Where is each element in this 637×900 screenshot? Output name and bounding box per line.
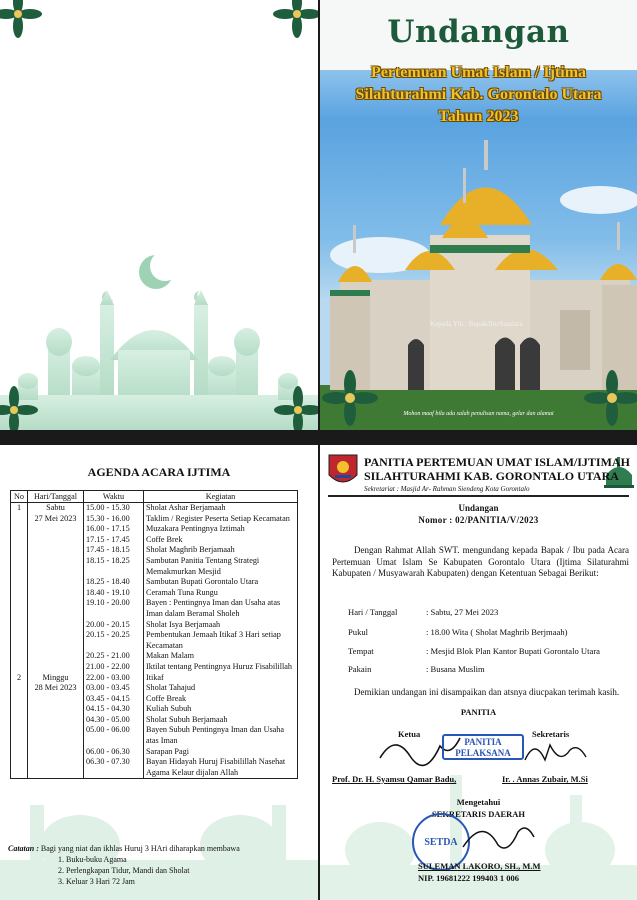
agenda-body — [11, 503, 298, 779]
row-day — [28, 545, 84, 556]
agenda-row — [11, 588, 298, 599]
org-line-2: SILAHTURAHMI KAB. GORONTALO UTARA — [364, 469, 619, 483]
row-number: 1 — [11, 503, 28, 514]
detail-label: Tempat — [348, 646, 374, 656]
note-item: 2. Perlengkapan Tidur, Mandi dan Sholat — [58, 866, 190, 875]
letter-opening: Dengan Rahmat Allah SWT. mengundang kepada Bapak / Ibu pada Acara Pertemuan Umat Islam Se Kabupaten Gorontalo Utara (Ijtima Silaturahmi Kabupaten / Musyawarah Kabupaten) dengan Ketentuan Sebagai Berikut: — [332, 545, 629, 578]
agenda-row — [11, 535, 298, 546]
agenda-table — [10, 490, 298, 779]
column-header: Hari/Tanggal — [28, 491, 84, 503]
row-number — [11, 598, 28, 619]
sekretaris-signature — [520, 735, 590, 771]
row-day — [28, 747, 84, 758]
row-activity: Sholat Ashar Berjamaah — [144, 503, 298, 514]
sekda-title: SEKRETARIS DAERAH — [431, 809, 526, 819]
row-number — [11, 704, 28, 715]
row-activity: Bayen : Pentingnya Iman dan Usaha atas Iman dalam Beramal Sholeh — [144, 598, 298, 619]
row-number — [11, 651, 28, 662]
row-number — [11, 588, 28, 599]
row-number — [11, 514, 28, 525]
row-activity: Taklim / Register Peserta Setiap Kecamatan — [144, 514, 298, 525]
agenda-row — [11, 757, 298, 779]
letter-number: Nomor : 02/PANITIA/V/2023 — [418, 515, 539, 525]
row-day — [28, 630, 84, 651]
row-time: 20.15 - 20.25 — [84, 630, 144, 651]
agenda-row — [11, 683, 298, 694]
row-activity: Bayen Subuh Pentingnya Iman dan Usaha atas Iman — [144, 725, 298, 746]
stamp-text: PANITIA — [464, 737, 502, 747]
row-activity: Coffe Break — [144, 694, 298, 705]
row-activity: Sambutan Panitia Tentang Strategi Memakmurkan Mesjid — [144, 556, 298, 577]
row-activity: Pembentukan Jemaah Itikaf 3 Hari setiap Kecamatan — [144, 630, 298, 651]
row-time: 05.00 - 06.00 — [84, 725, 144, 746]
row-number — [11, 545, 28, 556]
ketua-name: Prof. Dr. H. Syamsu Qamar Badu, — [332, 774, 457, 784]
row-number — [11, 683, 28, 694]
agenda-row — [11, 598, 298, 619]
mengetahui-label: Mengetahui — [456, 797, 501, 807]
agenda-row — [11, 725, 298, 746]
agenda-row — [11, 545, 298, 556]
agenda-note — [8, 843, 240, 887]
row-day — [28, 556, 84, 577]
recipient-caption: Kepada Yth : Bapak/Ibu/Saudara — [430, 320, 523, 328]
row-number — [11, 725, 28, 746]
row-activity: Muzakara Pentingnya Iztimah — [144, 524, 298, 535]
committee-label: PANITIA — [460, 707, 497, 717]
row-number — [11, 662, 28, 673]
agenda-row — [11, 704, 298, 715]
row-time: 15.30 - 16.00 — [84, 514, 144, 525]
row-day — [28, 757, 84, 779]
row-time: 18.25 - 18.40 — [84, 577, 144, 588]
cover-subtitle-2: Silahturahmi Kab. Gorontalo Utara — [355, 86, 602, 103]
note-item: 1. Buku-buku Agama — [58, 855, 127, 864]
row-time: 20.25 - 21.00 — [84, 651, 144, 662]
cover-subtitle-3: Tahun 2023 — [438, 108, 519, 125]
note-label: Catatan : — [8, 844, 39, 853]
row-number — [11, 535, 28, 546]
row-number — [11, 556, 28, 577]
cover-title: Undangan — [387, 14, 570, 50]
agenda-row — [11, 514, 298, 525]
agenda-page — [0, 445, 318, 900]
row-time: 15.00 - 15.30 — [84, 503, 144, 514]
sekda-nip: NIP. 19681222 199403 1 006 — [418, 873, 519, 883]
row-day: 28 Mei 2023 — [28, 683, 84, 694]
ketua-label: Ketua — [398, 729, 421, 739]
row-activity: Ceramah Tuna Rungu — [144, 588, 298, 599]
agenda-row — [11, 577, 298, 588]
row-day — [28, 535, 84, 546]
row-time: 17.15 - 17.45 — [84, 535, 144, 546]
letterhead-org — [364, 455, 630, 483]
row-day — [28, 715, 84, 726]
row-activity: Itikaf — [144, 673, 298, 684]
row-activity: Sholat Maghrib Berjamaah — [144, 545, 298, 556]
row-number — [11, 715, 28, 726]
row-number: 2 — [11, 673, 28, 684]
agenda-row — [11, 662, 298, 673]
row-day — [28, 588, 84, 599]
row-day — [28, 598, 84, 619]
letter-heading: Undangan — [458, 503, 499, 513]
sekda-signature — [458, 817, 538, 857]
row-time: 06.30 - 07.30 — [84, 757, 144, 779]
row-time: 03.00 - 03.45 — [84, 683, 144, 694]
regency-logo-icon — [327, 453, 359, 489]
agenda-row — [11, 524, 298, 535]
row-number — [11, 524, 28, 535]
agenda-row — [11, 503, 298, 514]
row-time: 20.00 - 20.15 — [84, 620, 144, 631]
detail-value: : Mesjid Blok Plan Kantor Bupati Gorontalo Utara — [426, 646, 600, 656]
row-activity: Sholat Tahajud — [144, 683, 298, 694]
detail-value: : Busana Muslim — [426, 664, 485, 674]
sekda-name: SULEMAN LAKORO, SH., M.M — [418, 861, 541, 871]
agenda-row — [11, 651, 298, 662]
row-day: Minggu — [28, 673, 84, 684]
org-line-1: PANITIA PERTEMUAN UMAT ISLAM/IJTIMAH — [364, 455, 630, 469]
invitation-letter — [320, 445, 637, 900]
row-day — [28, 725, 84, 746]
row-day: Sabtu — [28, 503, 84, 514]
sekretaris-label: Sekretaris — [532, 729, 570, 739]
row-activity: Makan Malam — [144, 651, 298, 662]
row-activity: Sambutan Bupati Gorontalo Utara — [144, 577, 298, 588]
row-day — [28, 662, 84, 673]
row-day — [28, 694, 84, 705]
column-header: Waktu — [84, 491, 144, 503]
agenda-header-row — [11, 491, 298, 503]
row-number — [11, 694, 28, 705]
note-text: Bagi yang niat dan ikhlas Huruj 3 HAri diharapkan membawa — [40, 844, 240, 853]
row-time: 18.40 - 19.10 — [84, 588, 144, 599]
detail-value: : Sabtu, 27 Mei 2023 — [426, 607, 499, 617]
secretariat-address: Sekretariat : Masjid Ar- Rahman Siendeng Kota Gorontalo — [364, 485, 530, 493]
row-time: 19.10 - 20.00 — [84, 598, 144, 619]
row-activity: Sholat Isya Berjamaah — [144, 620, 298, 631]
committee-stamp — [442, 734, 524, 760]
row-time: 21.00 - 22.00 — [84, 662, 144, 673]
detail-value: : 18.00 Wita ( Sholat Maghrib Berjmaah) — [426, 627, 568, 637]
official-seal: SETDA — [412, 813, 470, 871]
row-day — [28, 651, 84, 662]
row-time: 17.45 - 18.15 — [84, 545, 144, 556]
agenda-row — [11, 694, 298, 705]
agenda-row — [11, 630, 298, 651]
decorative-cover-panel — [0, 0, 318, 430]
row-time: 03.45 - 04.15 — [84, 694, 144, 705]
letterhead-divider — [328, 495, 629, 497]
mosque-silhouette-illustration — [0, 0, 318, 430]
row-day: 27 Mei 2023 — [28, 514, 84, 525]
row-day — [28, 524, 84, 535]
row-activity: Sholat Subuh Berjamaah — [144, 715, 298, 726]
agenda-row — [11, 620, 298, 631]
row-activity: Iktilat tentang Pentingnya Huruz Fisabilillah — [144, 662, 298, 673]
row-number — [11, 630, 28, 651]
row-time: 04.30 - 05.00 — [84, 715, 144, 726]
row-number — [11, 747, 28, 758]
row-activity: Kuliah Subuh — [144, 704, 298, 715]
row-activity: Sarapan Pagi — [144, 747, 298, 758]
agenda-row — [11, 715, 298, 726]
row-activity: Coffe Brek — [144, 535, 298, 546]
stamp-text: PELAKSANA — [455, 748, 511, 758]
row-number — [11, 757, 28, 779]
row-activity: Bayan Hidayah Huruj Fisabilillah Nasehat Agama Kelaur dijalan Allah — [144, 757, 298, 779]
row-time: 22.00 - 03.00 — [84, 673, 144, 684]
detail-label: Hari / Tanggal — [348, 607, 398, 617]
letter-closing: Demikian undangan ini disampaikan dan atsnya diucpakan terimah kasih. — [354, 687, 620, 697]
detail-label: Pakain — [348, 664, 372, 674]
agenda-row — [11, 556, 298, 577]
column-header: No — [11, 491, 28, 503]
row-time: 04.15 - 04.30 — [84, 704, 144, 715]
row-day — [28, 704, 84, 715]
row-number — [11, 577, 28, 588]
agenda-title: AGENDA ACARA IJTIMA — [87, 465, 231, 479]
cover-subtitle-1: Pertemuan Umat Islam / Ijtima — [370, 64, 587, 81]
row-day — [28, 620, 84, 631]
sekretaris-name: Ir. . Annas Zubair, M.Si — [502, 774, 588, 784]
detail-label: Pukul — [348, 627, 369, 637]
row-number — [11, 620, 28, 631]
agenda-row — [11, 673, 298, 684]
cover-footer-caption: Mohon maaf bila ada salah penulisan nama, gelar dan alamat — [403, 411, 554, 417]
agenda-row — [11, 747, 298, 758]
column-header: Kegiatan — [144, 491, 298, 503]
row-time: 18.15 - 18.25 — [84, 556, 144, 577]
row-day — [28, 577, 84, 588]
invitation-cover — [320, 0, 637, 430]
note-item: 3. Keluar 3 Hari 72 Jam — [58, 877, 135, 886]
row-time: 06.00 - 06.30 — [84, 747, 144, 758]
row-time: 16.00 - 17.15 — [84, 524, 144, 535]
